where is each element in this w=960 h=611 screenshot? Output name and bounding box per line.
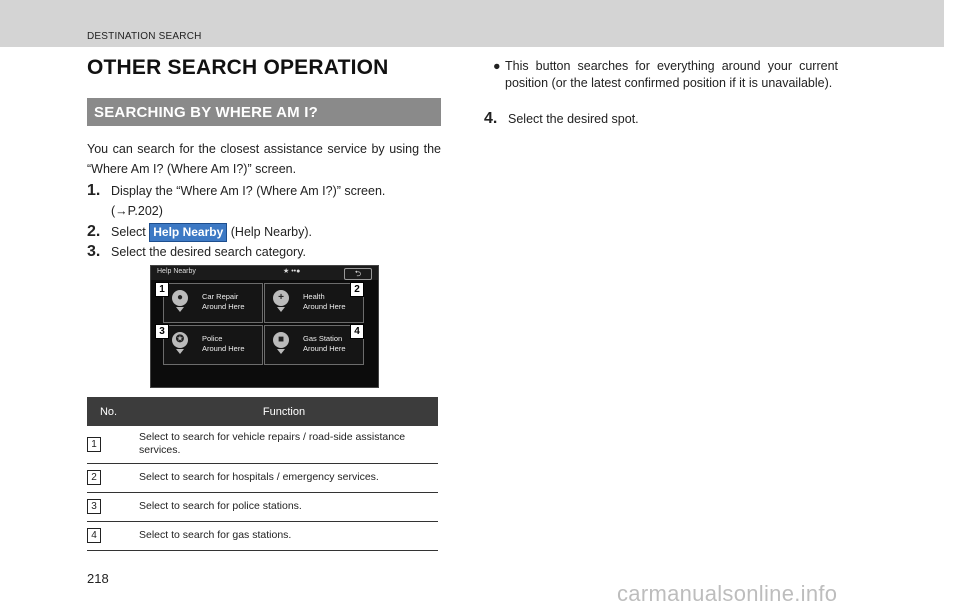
- step-number: 2.: [87, 223, 101, 240]
- header-no: No.: [87, 397, 130, 426]
- section-label: DESTINATION SEARCH: [87, 31, 202, 42]
- health-tile[interactable]: [264, 283, 364, 323]
- callout-badge: 1: [155, 282, 169, 297]
- table-row: [87, 463, 438, 492]
- section-heading: [87, 98, 441, 126]
- step-number: 3.: [87, 243, 101, 260]
- tile-sublabel: Around Here: [303, 302, 346, 311]
- police-tile[interactable]: [163, 325, 263, 365]
- gas-station-tile[interactable]: [264, 325, 364, 365]
- back-button[interactable]: ⮌: [344, 268, 372, 280]
- row-function: Select to search for police stations.: [130, 492, 438, 521]
- watermark: carmanualsonline.info: [617, 581, 838, 606]
- step-text: Select the desired spot.: [508, 112, 639, 126]
- screen-header: [151, 266, 378, 280]
- callout-badge: 2: [350, 282, 364, 297]
- tile-sublabel: Around Here: [303, 344, 346, 353]
- table-row: [87, 521, 438, 550]
- car-icon: ●: [172, 290, 188, 306]
- function-table: [87, 397, 438, 551]
- bullet-note: [493, 58, 838, 92]
- tile-sublabel: Around Here: [202, 302, 245, 311]
- page-margin: [944, 0, 960, 611]
- step-text: Select: [111, 225, 146, 239]
- pin-icon: [176, 349, 184, 354]
- bullet-icon: ●: [493, 59, 501, 73]
- tile-label: Car Repair: [202, 292, 239, 301]
- pin-icon: [176, 307, 184, 312]
- step-number: 1.: [87, 182, 101, 199]
- section-heading-text: SEARCHING BY WHERE AM I?: [94, 104, 318, 121]
- bullet-text: This button searches for everything around your current position (or the latest confirmed position if it is unavailable).: [505, 59, 838, 90]
- page-title: OTHER SEARCH OPERATION: [87, 56, 389, 79]
- step-1: [87, 181, 441, 221]
- step-text-suffix: (Help Nearby).: [230, 225, 313, 239]
- table-row: [87, 426, 438, 463]
- tile-sublabel: Around Here: [202, 344, 245, 353]
- row-number: 2: [87, 470, 101, 485]
- signal-icon: ★ ••●: [283, 268, 301, 275]
- cross-icon: +: [273, 290, 289, 306]
- step-number: 4.: [484, 110, 498, 127]
- tile-label: Police: [202, 334, 223, 343]
- help-nearby-button-label: Help Nearby: [149, 223, 227, 242]
- step-2: [87, 222, 312, 242]
- header-bar: [0, 0, 944, 47]
- callout-badge: 3: [155, 324, 169, 339]
- row-function: Select to search for vehicle repairs / road-side assistance services.: [130, 426, 438, 463]
- row-function: Select to search for gas stations.: [130, 521, 438, 550]
- row-function: Select to search for hospitals / emergency services.: [130, 463, 438, 492]
- tile-label: Health: [303, 292, 325, 301]
- row-number: 4: [87, 528, 101, 543]
- row-number: 1: [87, 437, 101, 452]
- page-reference: (→P.202): [111, 204, 163, 218]
- screen-title: Help Nearby: [157, 268, 196, 275]
- table-row: [87, 492, 438, 521]
- table-header-row: [87, 397, 438, 426]
- intro-paragraph: You can search for the closest assistance service by using the “Where Am I? (Where Am I?)” screen.: [87, 142, 441, 176]
- callout-badge: 4: [350, 324, 364, 339]
- step-text: Display the “Where Am I? (Where Am I?)” screen.: [111, 184, 386, 198]
- car-repair-tile[interactable]: [163, 283, 263, 323]
- tile-label: Gas Station: [303, 334, 343, 343]
- police-badge-icon: ✪: [172, 332, 188, 348]
- step-text: Select the desired search category.: [111, 245, 307, 259]
- pin-icon: [277, 307, 285, 312]
- row-number: 3: [87, 499, 101, 514]
- page-number: 218: [87, 571, 109, 586]
- fuel-pump-icon: ■: [273, 332, 289, 348]
- header-function: Function: [130, 397, 438, 426]
- step-3: [87, 242, 306, 262]
- help-nearby-screen: [150, 265, 379, 388]
- step-4: [484, 109, 639, 129]
- pin-icon: [277, 349, 285, 354]
